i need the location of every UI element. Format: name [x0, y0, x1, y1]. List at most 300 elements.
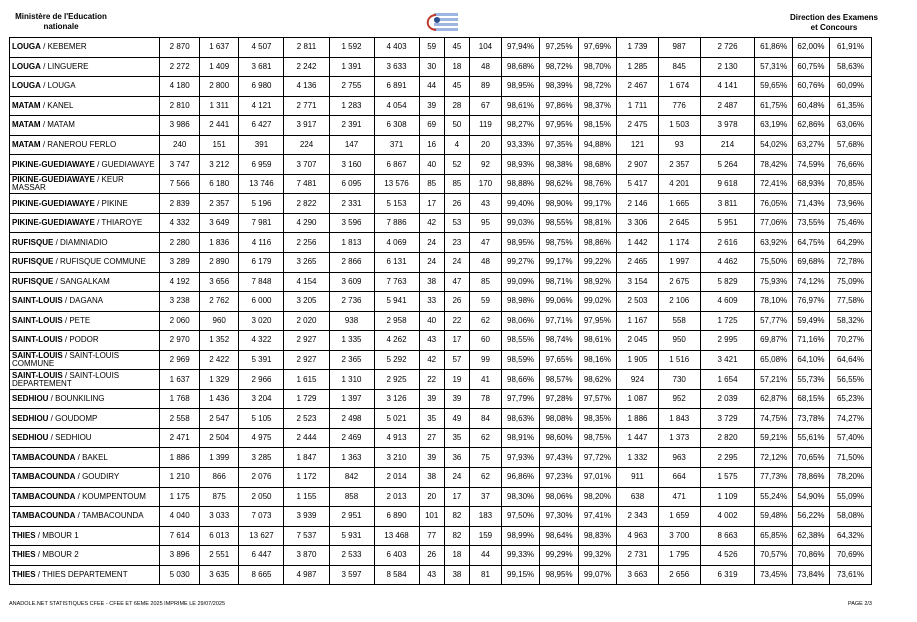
table-cell: 78,86%	[792, 468, 829, 488]
table-cell: 8 584	[374, 565, 419, 585]
table-cell: 56,22%	[792, 507, 829, 527]
table-cell: 98,38%	[540, 155, 578, 175]
table-cell: 74,75%	[755, 409, 792, 429]
table-cell: 18	[444, 57, 469, 77]
table-cell: 77,73%	[755, 468, 792, 488]
table-cell: 2 675	[658, 272, 700, 292]
region-name: THIES	[12, 530, 36, 540]
table-cell: 2 951	[329, 507, 374, 527]
table-cell: 67	[470, 96, 502, 116]
row-label	[10, 409, 160, 429]
table-cell: 5 105	[239, 409, 284, 429]
department-name: RUFISQUE COMMUNE	[60, 257, 146, 267]
table-cell: 98,57%	[540, 370, 578, 390]
table-cell: 3 681	[239, 57, 284, 77]
row-label	[10, 565, 160, 585]
table-cell: 65,23%	[830, 389, 872, 409]
table-cell: 26	[419, 546, 444, 566]
table-cell: 77	[419, 526, 444, 546]
table-cell: 70,65%	[792, 448, 829, 468]
table-cell: 98,06%	[540, 487, 578, 507]
table-cell: 2 547	[199, 409, 239, 429]
table-cell: 2 731	[617, 546, 659, 566]
table-cell: 75,46%	[830, 213, 872, 233]
table-cell: 3 656	[199, 272, 239, 292]
table-cell: 3 126	[374, 389, 419, 409]
table-row	[10, 77, 872, 97]
table-cell: 1 654	[700, 370, 755, 390]
region-name: TAMBACOUNDA	[12, 491, 76, 501]
table-cell: 7 614	[160, 526, 200, 546]
table-cell: 1 813	[329, 233, 374, 253]
results-table	[9, 37, 872, 585]
table-cell: 47	[470, 233, 502, 253]
table-cell: 2 866	[329, 253, 374, 273]
department-name: SEDHIOU	[55, 433, 92, 443]
table-cell: 4 507	[239, 38, 284, 58]
separator: /	[35, 550, 43, 560]
table-cell: 57,77%	[755, 311, 792, 331]
table-cell: 63,92%	[755, 233, 792, 253]
table-cell: 4 154	[284, 272, 329, 292]
table-cell: 5 030	[160, 565, 200, 585]
table-cell: 2 927	[284, 350, 329, 370]
table-cell: 391	[239, 135, 284, 155]
table-cell: 2 810	[160, 96, 200, 116]
table-cell: 98,30%	[501, 487, 539, 507]
table-cell: 44	[470, 546, 502, 566]
directorate-name-line2: et Concours	[810, 23, 858, 32]
table-cell: 1 516	[658, 350, 700, 370]
row-label	[10, 468, 160, 488]
table-cell: 98,75%	[578, 428, 616, 448]
table-row	[10, 213, 872, 233]
table-cell: 4 192	[160, 272, 200, 292]
table-cell: 62	[470, 468, 502, 488]
table-cell: 4 322	[239, 331, 284, 351]
separator: /	[62, 351, 70, 361]
region-name: SEDHIOU	[12, 433, 49, 443]
table-cell: 7 073	[239, 507, 284, 527]
table-cell: 6 427	[239, 116, 284, 136]
table-cell: 98,55%	[540, 213, 578, 233]
table-cell: 3 160	[329, 155, 374, 175]
separator: /	[53, 237, 61, 247]
table-cell: 6 890	[374, 507, 419, 527]
table-cell: 82	[444, 507, 469, 527]
table-row	[10, 409, 872, 429]
table-cell: 3 020	[239, 311, 284, 331]
separator: /	[40, 61, 48, 71]
table-cell: 6 959	[239, 155, 284, 175]
table-cell: 99,02%	[578, 292, 616, 312]
table-cell: 2 995	[700, 331, 755, 351]
table-row	[10, 311, 872, 331]
table-cell: 54,90%	[792, 487, 829, 507]
department-name: KANEL	[47, 100, 74, 110]
table-cell: 99,03%	[501, 213, 539, 233]
table-cell: 2 925	[374, 370, 419, 390]
table-cell: 3 896	[160, 546, 200, 566]
table-row	[10, 174, 872, 194]
row-label	[10, 253, 160, 273]
table-cell: 6 013	[199, 526, 239, 546]
region-name: PIKINE-GUEDIAWAYE	[12, 159, 95, 169]
table-cell: 938	[329, 311, 374, 331]
table-cell: 59,21%	[755, 428, 792, 448]
table-cell: 85	[470, 272, 502, 292]
department-name: RANEROU FERLO	[47, 140, 117, 149]
table-row	[10, 370, 872, 390]
table-cell: 1 409	[199, 57, 239, 77]
region-name: RUFISQUE	[12, 257, 54, 267]
table-cell: 97,50%	[501, 507, 539, 527]
table-cell: 3 210	[374, 448, 419, 468]
table-cell: 2 966	[239, 370, 284, 390]
table-cell: 3 238	[160, 292, 200, 312]
table-cell: 2 927	[284, 331, 329, 351]
table-cell: 98,75%	[540, 233, 578, 253]
table-cell: 98,60%	[540, 428, 578, 448]
row-label	[10, 311, 160, 331]
row-label	[10, 233, 160, 253]
table-cell: 98,62%	[540, 174, 578, 194]
table-cell: 3 649	[199, 213, 239, 233]
table-cell: 2 045	[617, 331, 659, 351]
table-cell: 98,61%	[578, 331, 616, 351]
table-cell: 3 154	[617, 272, 659, 292]
table-cell: 1 768	[160, 389, 200, 409]
table-cell: 3 663	[617, 565, 659, 585]
table-cell: 2 365	[329, 350, 374, 370]
table-cell: 97,01%	[578, 468, 616, 488]
table-cell: 63,06%	[830, 116, 872, 136]
table-cell: 81	[470, 565, 502, 585]
table-cell: 98,37%	[578, 96, 616, 116]
table-cell: 58,63%	[830, 57, 872, 77]
table-cell: 2 076	[239, 468, 284, 488]
table-cell: 48	[470, 57, 502, 77]
table-cell: 97,93%	[501, 448, 539, 468]
table-cell: 1 311	[199, 96, 239, 116]
table-cell: 4 462	[700, 253, 755, 273]
table-cell: 40	[419, 155, 444, 175]
table-cell: 2 523	[284, 409, 329, 429]
table-cell: 76,66%	[830, 155, 872, 175]
row-label	[10, 507, 160, 527]
table-cell: 61,35%	[830, 96, 872, 116]
table-cell: 5 153	[374, 194, 419, 214]
page-number: PAGE 2/3	[847, 601, 872, 607]
table-cell: 4 121	[239, 96, 284, 116]
table-cell: 730	[658, 370, 700, 390]
table-cell: 99,29%	[540, 546, 578, 566]
table-cell: 97,79%	[501, 389, 539, 409]
table-cell: 57,21%	[755, 370, 792, 390]
table-cell: 56,55%	[830, 370, 872, 390]
table-cell: 2 357	[658, 155, 700, 175]
table-row	[10, 194, 872, 214]
table-cell: 4 913	[374, 428, 419, 448]
table-cell: 65,85%	[755, 526, 792, 546]
table-row	[10, 389, 872, 409]
table-cell: 3 204	[239, 389, 284, 409]
table-cell: 62,87%	[755, 389, 792, 409]
table-cell: 98,86%	[578, 233, 616, 253]
table-cell: 963	[658, 448, 700, 468]
table-row	[10, 546, 872, 566]
table-cell: 98,27%	[501, 116, 539, 136]
table-cell: 55,09%	[830, 487, 872, 507]
separator: /	[94, 159, 102, 169]
table-cell: 2 645	[658, 213, 700, 233]
table-cell: 99,22%	[578, 253, 616, 273]
directorate-header	[769, 13, 899, 33]
table-row	[10, 468, 872, 488]
table-cell: 98,16%	[578, 350, 616, 370]
table-cell: 1 836	[199, 233, 239, 253]
table-cell: 4 262	[374, 331, 419, 351]
table-cell: 39	[444, 389, 469, 409]
table-cell: 97,95%	[578, 311, 616, 331]
table-cell: 99,15%	[501, 565, 539, 585]
table-cell: 1 665	[658, 194, 700, 214]
table-cell: 24	[444, 253, 469, 273]
table-cell: 2 020	[284, 311, 329, 331]
table-cell: 98,66%	[501, 370, 539, 390]
table-cell: 43	[470, 194, 502, 214]
table-cell: 99,09%	[501, 272, 539, 292]
table-cell: 5 941	[374, 292, 419, 312]
table-cell: 4 332	[160, 213, 200, 233]
region-name: PIKINE-GUEDIAWAYE	[12, 218, 95, 228]
table-cell: 2 050	[239, 487, 284, 507]
table-cell: 60,76%	[792, 77, 829, 97]
table-cell: 26	[444, 292, 469, 312]
table-cell: 960	[199, 311, 239, 331]
separator: /	[48, 394, 56, 404]
table-cell: 558	[658, 311, 700, 331]
table-cell: 1 725	[700, 311, 755, 331]
table-cell: 93,33%	[501, 135, 539, 155]
table-cell: 371	[374, 135, 419, 155]
table-cell: 45	[444, 38, 469, 58]
region-name: MATAM	[12, 140, 41, 149]
table-cell: 60	[470, 331, 502, 351]
table-cell: 59,49%	[792, 311, 829, 331]
table-cell: 1 397	[329, 389, 374, 409]
table-cell: 89	[470, 77, 502, 97]
table-cell: 2 771	[284, 96, 329, 116]
table-cell: 49	[444, 409, 469, 429]
department-name: LOUGA	[47, 81, 76, 91]
table-cell: 85	[444, 174, 469, 194]
table-cell: 2 343	[617, 507, 659, 527]
table-cell: 84	[470, 409, 502, 429]
table-cell: 2 656	[658, 565, 700, 585]
table-cell: 7 848	[239, 272, 284, 292]
table-cell: 911	[617, 468, 659, 488]
table-cell: 7 566	[160, 174, 200, 194]
table-cell: 98,55%	[501, 331, 539, 351]
table-row	[10, 526, 872, 546]
table-cell: 22	[444, 311, 469, 331]
table-cell: 98,92%	[578, 272, 616, 292]
table-cell: 98,71%	[540, 272, 578, 292]
table-cell: 97,25%	[540, 38, 578, 58]
table-cell: 9 618	[700, 174, 755, 194]
table-cell: 61,86%	[755, 38, 792, 58]
table-cell: 38	[419, 272, 444, 292]
table-cell: 53	[444, 213, 469, 233]
separator: /	[75, 452, 83, 462]
separator: /	[40, 140, 48, 149]
table-cell: 3 289	[160, 253, 200, 273]
region-name: PIKINE-GUEDIAWAYE	[12, 198, 95, 208]
table-cell: 4 116	[239, 233, 284, 253]
table-cell: 97,69%	[578, 38, 616, 58]
table-cell: 4 963	[617, 526, 659, 546]
table-cell: 7 763	[374, 272, 419, 292]
table-cell: 1 997	[658, 253, 700, 273]
department-name: LINGUERE	[47, 61, 89, 71]
table-cell: 1 615	[284, 370, 329, 390]
row-label	[10, 96, 160, 116]
region-name: SAINT-LOUIS	[12, 315, 63, 325]
table-cell: 57	[444, 350, 469, 370]
region-name: TAMBACOUNDA	[12, 452, 76, 462]
table-cell: 3 033	[199, 507, 239, 527]
table-cell: 121	[617, 135, 659, 155]
table-cell: 82	[444, 526, 469, 546]
table-cell: 3 285	[239, 448, 284, 468]
separator: /	[48, 433, 56, 443]
row-label	[10, 292, 160, 312]
table-cell: 2 839	[160, 194, 200, 214]
table-cell: 23	[444, 233, 469, 253]
table-cell: 70,69%	[830, 546, 872, 566]
table-cell: 1 109	[700, 487, 755, 507]
table-cell: 78,10%	[755, 292, 792, 312]
department-name: PIKINE	[101, 198, 128, 208]
table-cell: 2 498	[329, 409, 374, 429]
table-cell: 13 468	[374, 526, 419, 546]
table-cell: 6 319	[700, 565, 755, 585]
table-cell: 73,78%	[792, 409, 829, 429]
table-cell: 60,48%	[792, 96, 829, 116]
separator: /	[40, 42, 48, 52]
table-cell: 97,57%	[578, 389, 616, 409]
table-cell: 2 130	[700, 57, 755, 77]
department-name: THIAROYE	[101, 218, 143, 228]
table-cell: 69,68%	[792, 253, 829, 273]
table-cell: 2 013	[374, 487, 419, 507]
region-name: THIES	[12, 570, 36, 580]
table-cell: 24	[419, 233, 444, 253]
table-cell: 73,96%	[830, 194, 872, 214]
table-cell: 6 403	[374, 546, 419, 566]
table-cell: 2 726	[700, 38, 755, 58]
table-cell: 42	[419, 350, 444, 370]
table-cell: 55,61%	[792, 428, 829, 448]
region-name: RUFISQUE	[12, 276, 54, 286]
region-name: SEDHIOU	[12, 413, 49, 423]
table-cell: 875	[199, 487, 239, 507]
table-cell: 98,90%	[540, 194, 578, 214]
table-cell: 98,81%	[578, 213, 616, 233]
table-cell: 1 210	[160, 468, 200, 488]
table-cell: 5 196	[239, 194, 284, 214]
row-label	[10, 77, 160, 97]
table-cell: 47	[444, 272, 469, 292]
table-cell: 4 609	[700, 292, 755, 312]
table-row	[10, 116, 872, 136]
department-name: THIES DEPARTEMENT	[42, 570, 128, 580]
table-cell: 1 391	[329, 57, 374, 77]
table-cell: 1 172	[284, 468, 329, 488]
table-cell: 1 729	[284, 389, 329, 409]
table-cell: 48	[470, 253, 502, 273]
separator: /	[53, 257, 61, 267]
table-cell: 1 674	[658, 77, 700, 97]
separator: /	[94, 218, 102, 228]
separator: /	[75, 472, 83, 482]
table-cell: 3 609	[329, 272, 374, 292]
row-label	[10, 370, 160, 390]
table-cell: 54,02%	[755, 135, 792, 155]
table-cell: 39	[419, 96, 444, 116]
table-cell: 1 847	[284, 448, 329, 468]
table-cell: 4 002	[700, 507, 755, 527]
table-row	[10, 38, 872, 58]
table-cell: 97,94%	[501, 38, 539, 58]
table-cell: 18	[444, 546, 469, 566]
separator: /	[40, 120, 48, 130]
region-name: MATAM	[12, 100, 41, 110]
table-cell: 52	[444, 155, 469, 175]
department-name: MBOUR 2	[42, 550, 79, 560]
table-cell: 2 242	[284, 57, 329, 77]
table-cell: 2 504	[199, 428, 239, 448]
table-cell: 1 886	[617, 409, 659, 429]
region-name: RUFISQUE	[12, 237, 54, 247]
table-cell: 98,93%	[501, 155, 539, 175]
table-cell: 2 533	[329, 546, 374, 566]
table-cell: 71,43%	[792, 194, 829, 214]
region-name: SAINT-LOUIS	[12, 351, 63, 361]
table-cell: 2 422	[199, 350, 239, 370]
table-cell: 3 986	[160, 116, 200, 136]
table-cell: 35	[419, 409, 444, 429]
region-name: LOUGA	[12, 61, 41, 71]
table-cell: 97,30%	[540, 507, 578, 527]
table-cell: 17	[444, 331, 469, 351]
table-row	[10, 135, 872, 155]
table-cell: 77,06%	[755, 213, 792, 233]
table-cell: 97,23%	[540, 468, 578, 488]
table-cell: 5 292	[374, 350, 419, 370]
table-cell: 43	[419, 565, 444, 585]
table-cell: 6 980	[239, 77, 284, 97]
table-cell: 98,35%	[578, 409, 616, 429]
table-cell: 2 811	[284, 38, 329, 58]
table-cell: 1 363	[329, 448, 374, 468]
table-cell: 4 403	[374, 38, 419, 58]
department-name: DAGANA	[69, 296, 104, 306]
table-cell: 2 969	[160, 350, 200, 370]
table-cell: 2 280	[160, 233, 200, 253]
table-cell: 98,72%	[540, 57, 578, 77]
